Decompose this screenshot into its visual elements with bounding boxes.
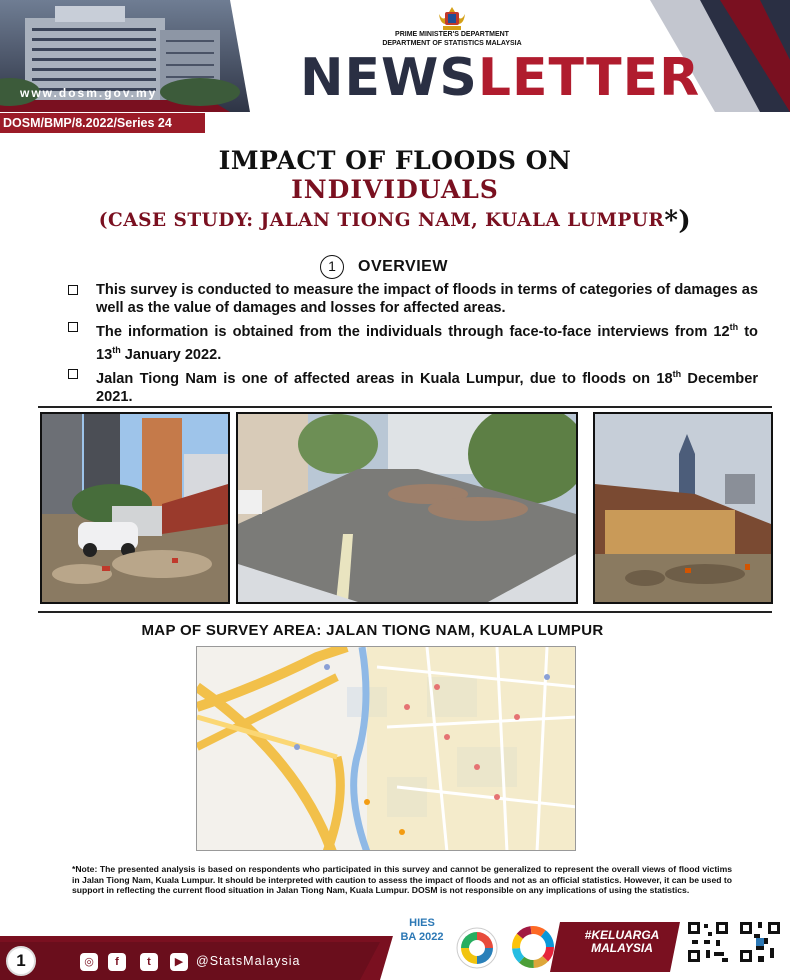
qr-code-icon-1[interactable] [686,920,730,964]
facebook-icon[interactable]: f [108,953,126,971]
case-study-asterisk: *) [664,206,692,236]
overview-bullet-list [68,281,758,407]
title-letter: LETTER [477,48,701,108]
newsletter-title [300,50,700,106]
social-handle[interactable]: @StatsMalaysia [196,954,301,968]
census-logo-icon [455,926,499,970]
keluarga-malaysia-logo: #KELUARGA MALAYSIA [584,928,660,955]
page-number: 1 [6,946,36,976]
flood-photo-street-car [40,412,230,604]
checkbox-bullet-icon [68,369,78,379]
section-number-badge: 1 [320,255,344,279]
bullet-item: Jalan Tiong Nam is one of affected areas in Kuala Lumpur, due to floods on 18th December 2021. [68,365,758,406]
twitter-icon[interactable]: t [140,953,158,971]
overview-heading [320,254,448,280]
malaysia-crest-icon [437,6,467,32]
flood-photo-street-view [236,412,578,604]
hiesba-logo: HIES BA 2022 [400,917,444,943]
bullet-item: The information is obtained from the individuals through face-to-face interviews from 12th to 13th January 2022. [68,318,758,364]
youtube-icon[interactable]: ▶ [170,953,188,971]
department-line-1: PRIME MINISTER'S DEPARTMENT [395,31,509,38]
series-tag: DOSM/BMP/8.2022/Series 24 [0,113,205,133]
title-news: NEWS [300,48,478,108]
case-study-text: (CASE STUDY: JALAN TIONG NAM, KUALA LUMPUR [98,210,665,231]
map-title: MAP OF SURVEY AREA: JALAN TIONG NAM, KUALA LUMPUR [141,622,604,639]
instagram-icon[interactable]: ◎ [80,953,98,971]
bullet-item: This survey is conducted to measure the impact of floods in terms of categories of damages as well as the value of damages and losses for affected areas. [68,281,758,317]
disclaimer-note: *Note: The presented analysis is based on respondents who participated in this survey and cannot be generalized to represent the overall views of flood victims in Jalan Tiong Nam, Kuala Lumpur. It should be interpreted with caution to assess the impact of floods and not as an official statistics. However, it can be used to support in reflecting the current flood situation in Jalan Tiong Nam, Kuala Lumpur. DOSM is not responsible on any implications of using the statistics. [72,864,732,895]
overview-label: OVERVIEW [358,258,448,275]
divider-bottom [38,611,772,613]
checkbox-bullet-icon [68,322,78,332]
case-study-subtitle [0,206,790,236]
sdg-wheel-icon [510,924,556,970]
qr-code-icon-2[interactable] [738,920,782,964]
newsletter-header [0,0,790,112]
main-title-line-1: IMPACT OF FLOODS ON [218,146,572,175]
checkbox-bullet-icon [68,285,78,295]
main-title-line-2: INDIVIDUALS [291,175,499,204]
site-url[interactable]: www.dosm.gov.my [20,86,158,100]
survey-area-map[interactable] [196,646,576,851]
flood-photo-shophouses [593,412,773,604]
divider-top [38,406,772,408]
department-line-2: DEPARTMENT OF STATISTICS MALAYSIA [382,40,522,47]
